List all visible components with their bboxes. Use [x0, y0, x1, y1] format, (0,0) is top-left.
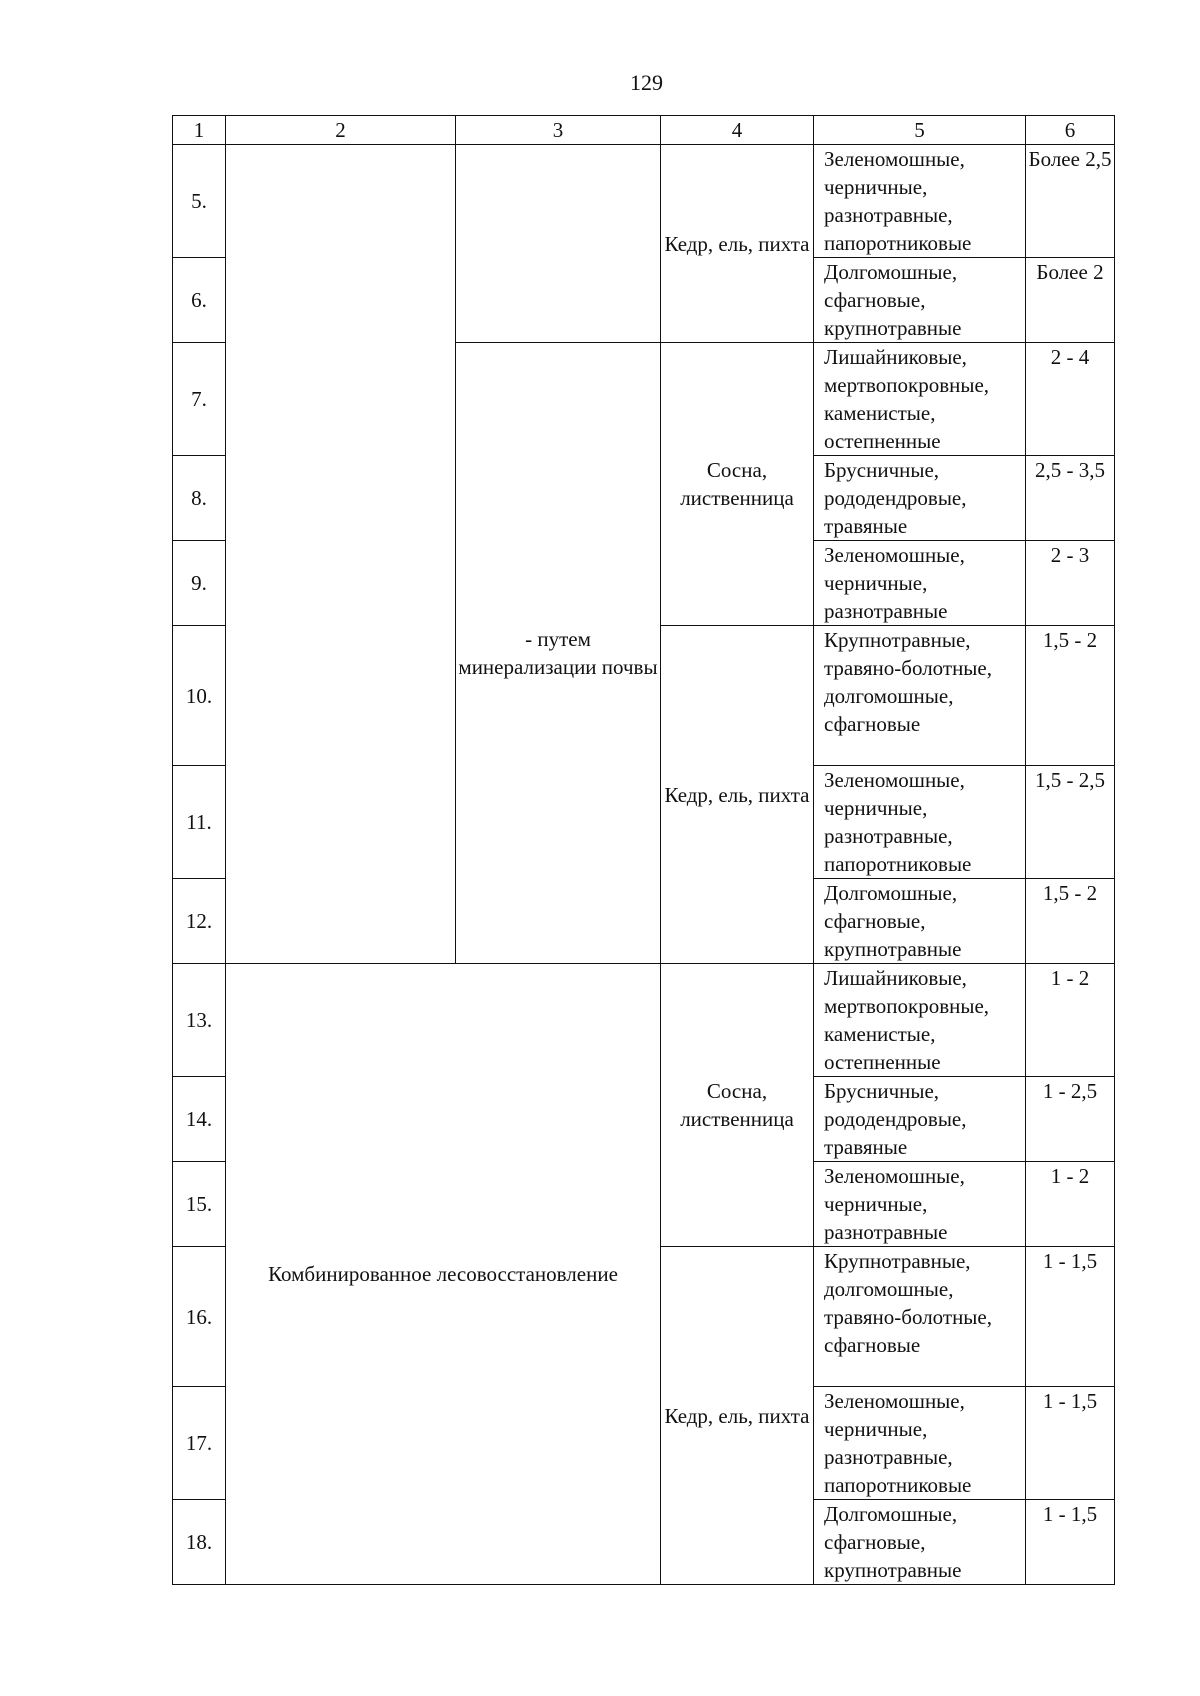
- row-number: 11.: [173, 766, 226, 879]
- value-cell: Более 2: [1026, 258, 1115, 343]
- method-cell-empty: [226, 145, 456, 964]
- header-cell: 6: [1026, 116, 1115, 145]
- row-number: 17.: [173, 1387, 226, 1500]
- header-cell: 5: [814, 116, 1026, 145]
- method-combined: Комбинированное лесовосстановление: [226, 964, 661, 1585]
- forest-type: Долгомошные, сфагновые, крупнотравные: [814, 1500, 1026, 1585]
- value-cell: Более 2,5: [1026, 145, 1115, 258]
- method-subcell-empty: [456, 145, 661, 343]
- row-number: 14.: [173, 1077, 226, 1162]
- forest-type: Зеленомошные, черничные, разнотравные, папоротниковые: [814, 145, 1026, 258]
- species-group: Кедр, ель, пихта: [661, 626, 814, 964]
- row-number: 8.: [173, 456, 226, 541]
- row-number: 5.: [173, 145, 226, 258]
- forest-type: Крупнотравные, травяно-болотные, долгомошные, сфагновые: [814, 626, 1026, 766]
- header-cell: 3: [456, 116, 661, 145]
- value-cell: 2,5 - 3,5: [1026, 456, 1115, 541]
- row-number: 6.: [173, 258, 226, 343]
- species-group: Сосна, лиственница: [661, 964, 814, 1247]
- row-number: 9.: [173, 541, 226, 626]
- value-cell: 1 - 2: [1026, 1162, 1115, 1247]
- row-number: 7.: [173, 343, 226, 456]
- row-number: 10.: [173, 626, 226, 766]
- forest-restoration-table: [172, 115, 1115, 1585]
- value-cell: 1 - 1,5: [1026, 1500, 1115, 1585]
- header-row: [173, 116, 1115, 145]
- forest-type: Долгомошные, сфагновые, крупнотравные: [814, 879, 1026, 964]
- row-number: 12.: [173, 879, 226, 964]
- forest-type: Крупнотравные, долгомошные, травяно-болотные, сфагновые: [814, 1247, 1026, 1387]
- table-row: [173, 964, 1115, 1077]
- forest-type: Зеленомошные, черничные, разнотравные: [814, 1162, 1026, 1247]
- value-cell: 1,5 - 2: [1026, 626, 1115, 766]
- value-cell: 1 - 1,5: [1026, 1247, 1115, 1387]
- forest-type: Лишайниковые, мертвопокровные, каменистые, остепненные: [814, 964, 1026, 1077]
- header-cell: 4: [661, 116, 814, 145]
- row-number: 16.: [173, 1247, 226, 1387]
- page-number: 129: [630, 70, 663, 95]
- forest-type: Долгомошные, сфагновые, крупнотравные: [814, 258, 1026, 343]
- method-mineralization: - путем минерализации почвы: [456, 343, 661, 964]
- table-row: [173, 145, 1115, 258]
- value-cell: 2 - 4: [1026, 343, 1115, 456]
- species-group: Сосна, лиственница: [661, 343, 814, 626]
- forest-type: Зеленомошные, черничные, разнотравные, папоротниковые: [814, 1387, 1026, 1500]
- value-cell: 1 - 2: [1026, 964, 1115, 1077]
- value-cell: 1,5 - 2: [1026, 879, 1115, 964]
- forest-type: Лишайниковые, мертвопокровные, каменистые, остепненные: [814, 343, 1026, 456]
- header-cell: 2: [226, 116, 456, 145]
- row-number: 13.: [173, 964, 226, 1077]
- row-number: 18.: [173, 1500, 226, 1585]
- forest-type: Брусничные, рододендровые, травяные: [814, 1077, 1026, 1162]
- value-cell: 1 - 2,5: [1026, 1077, 1115, 1162]
- forest-type: Зеленомошные, черничные, разнотравные: [814, 541, 1026, 626]
- species-group: Кедр, ель, пихта: [661, 145, 814, 343]
- value-cell: 1 - 1,5: [1026, 1387, 1115, 1500]
- forest-type: Брусничные, рододендровые, травяные: [814, 456, 1026, 541]
- species-group: Кедр, ель, пихта: [661, 1247, 814, 1585]
- header-cell: 1: [173, 116, 226, 145]
- row-number: 15.: [173, 1162, 226, 1247]
- forest-type: Зеленомошные, черничные, разнотравные, папоротниковые: [814, 766, 1026, 879]
- value-cell: 1,5 - 2,5: [1026, 766, 1115, 879]
- value-cell: 2 - 3: [1026, 541, 1115, 626]
